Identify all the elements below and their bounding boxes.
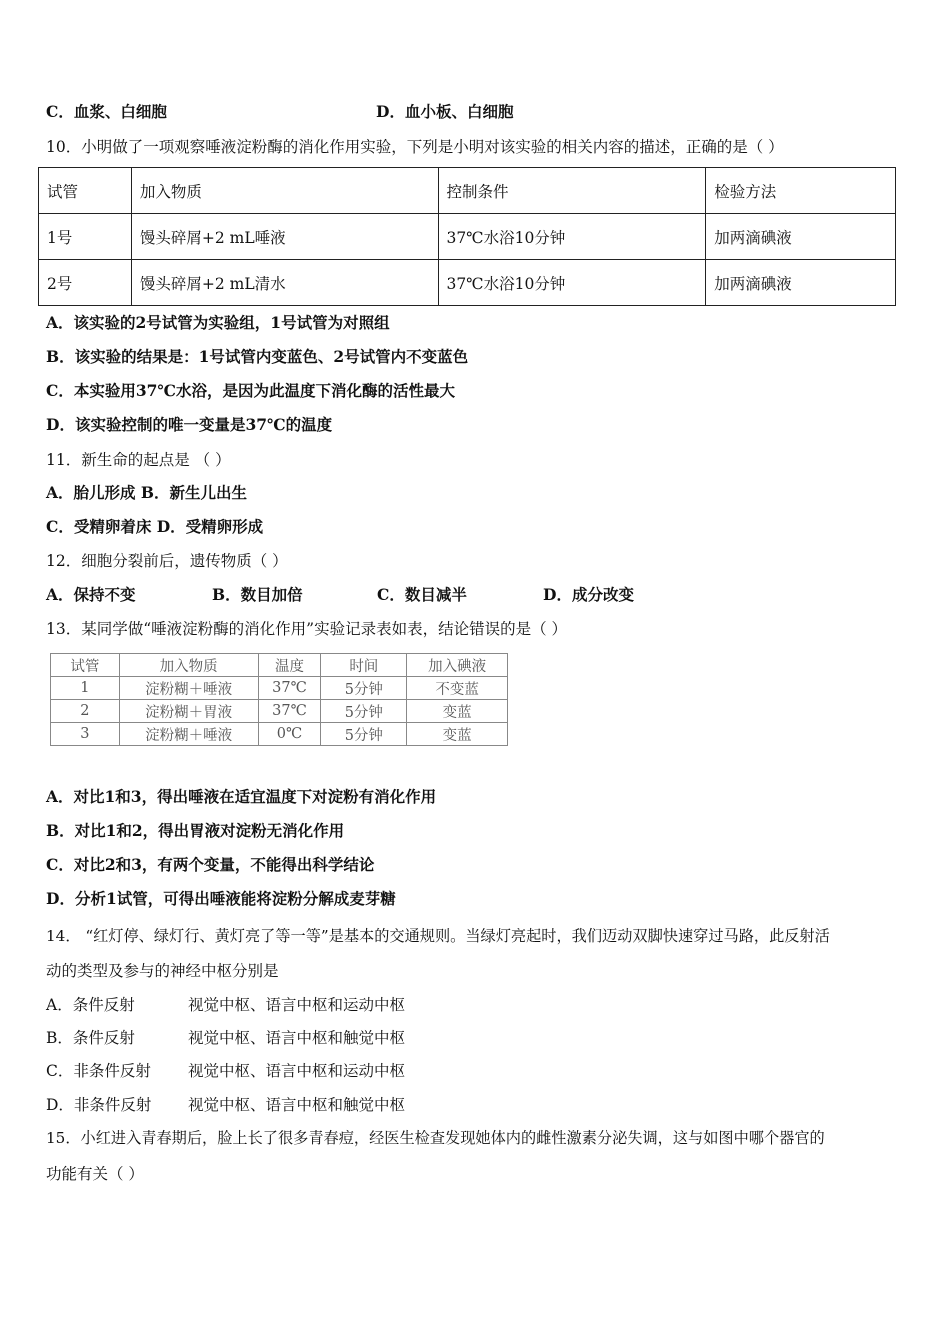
q15-stem-line2: 功能有关（ ） xyxy=(46,1165,144,1183)
q13-header-cell: 时间 xyxy=(321,654,407,677)
q12-option-a: A．保持不变 xyxy=(46,585,136,604)
q13-table-row xyxy=(51,723,508,746)
q14-option-d xyxy=(46,1095,406,1115)
q14-option-c-text: 视觉中枢、语言中枢和运动中枢 xyxy=(188,1062,406,1080)
q14-stem-line1: 14． “红灯停、绿灯行、黄灯亮了等一等”是基本的交通规则。当绿灯亮起时，我们迈动双脚快速穿过马路，此反射活 xyxy=(46,927,830,945)
q13-cell: 2 xyxy=(51,700,120,723)
q10-header-cell: 加入物质 xyxy=(131,168,438,214)
q10-cell: 馒头碎屑+2 mL唾液 xyxy=(131,214,438,260)
q13-cell: 37℃ xyxy=(258,677,321,700)
q10-option-d: D．该实验控制的唯一变量是37℃的温度 xyxy=(46,415,333,434)
q14-option-d-label: D．非条件反射 xyxy=(46,1096,152,1114)
q13-cell: 1 xyxy=(51,677,120,700)
q13-option-b: B．对比1和2，得出胃液对淀粉无消化作用 xyxy=(46,821,345,840)
q10-option-b: B．该实验的结果是：1号试管内变蓝色、2号试管内不变蓝色 xyxy=(46,347,469,366)
q10-cell: 2号 xyxy=(39,260,132,306)
q10-header-cell: 试管 xyxy=(39,168,132,214)
q13-cell: 3 xyxy=(51,723,120,746)
q13-cell: 37℃ xyxy=(258,700,321,723)
q9-option-d: D．血小板、白细胞 xyxy=(376,102,514,121)
q14-option-b-text: 视觉中枢、语言中枢和触觉中枢 xyxy=(188,1029,406,1047)
q11-options-line1: A．胎儿形成 B．新生儿出生 xyxy=(46,483,248,502)
q13-header-cell: 加入碘液 xyxy=(407,654,508,677)
q13-cell: 5分钟 xyxy=(321,723,407,746)
q10-header-cell: 检验方法 xyxy=(706,168,896,214)
q13-stem: 13．某同学做“唾液淀粉酶的消化作用”实验记录表如表，结论错误的是（ ） xyxy=(46,620,568,638)
q10-table-row xyxy=(39,214,896,260)
q11-options-line2: C．受精卵着床 D．受精卵形成 xyxy=(46,517,264,536)
q14-option-a xyxy=(46,995,406,1015)
q10-table-row xyxy=(39,260,896,306)
q14-option-d-text: 视觉中枢、语言中枢和触觉中枢 xyxy=(188,1096,406,1114)
q14-stem-line2: 动的类型及参与的神经中枢分别是 xyxy=(46,962,279,980)
q13-cell: 0℃ xyxy=(258,723,321,746)
q12-option-c: C．数目减半 xyxy=(377,585,467,604)
q13-header-cell: 加入物质 xyxy=(119,654,258,677)
q10-cell: 37℃水浴10分钟 xyxy=(438,214,706,260)
q13-cell: 5分钟 xyxy=(321,677,407,700)
q13-option-c: C．对比2和3，有两个变量，不能得出科学结论 xyxy=(46,855,375,874)
q10-option-c: C．本实验用37℃水浴，是因为此温度下消化酶的活性最大 xyxy=(46,381,455,400)
q10-stem: 10．小明做了一项观察唾液淀粉酶的消化作用实验，下列是小明对该实验的相关内容的描述，正确的是（ ） xyxy=(46,138,784,156)
q12-stem: 12．细胞分裂前后，遗传物质（ ） xyxy=(46,552,288,570)
q13-table xyxy=(50,653,508,746)
q13-cell: 不变蓝 xyxy=(407,677,508,700)
q10-option-a: A．该实验的2号试管为实验组，1号试管为对照组 xyxy=(46,313,390,332)
q10-table xyxy=(38,167,896,306)
q13-header-cell: 试管 xyxy=(51,654,120,677)
q10-header-cell: 控制条件 xyxy=(438,168,706,214)
q13-table-row xyxy=(51,677,508,700)
q10-table-header-row xyxy=(39,168,896,214)
q14-option-c-label: C．非条件反射 xyxy=(46,1062,151,1080)
q13-header-cell: 温度 xyxy=(258,654,321,677)
q12-option-d: D．成分改变 xyxy=(543,585,634,604)
q15-stem-line1: 15．小红进入青春期后，脸上长了很多青春痘，经医生检查发现她体内的雌性激素分泌失调，这与如图中哪个器官的 xyxy=(46,1129,825,1147)
q13-cell: 变蓝 xyxy=(407,700,508,723)
q13-cell: 变蓝 xyxy=(407,723,508,746)
q10-cell: 馒头碎屑+2 mL清水 xyxy=(131,260,438,306)
q10-cell: 加两滴碘液 xyxy=(706,214,896,260)
q13-table-row xyxy=(51,700,508,723)
q10-cell: 1号 xyxy=(39,214,132,260)
q14-option-b-label: B．条件反射 xyxy=(46,1029,135,1047)
q13-option-a: A．对比1和3，得出唾液在适宜温度下对淀粉有消化作用 xyxy=(46,787,437,806)
q9-options xyxy=(46,102,514,122)
q13-cell: 淀粉糊＋唾液 xyxy=(119,723,258,746)
q14-option-c xyxy=(46,1061,406,1081)
q13-option-d: D．分析1试管，可得出唾液能将淀粉分解成麦芽糖 xyxy=(46,889,396,908)
q13-table-header-row xyxy=(51,654,508,677)
q10-cell: 加两滴碘液 xyxy=(706,260,896,306)
q13-cell: 淀粉糊＋唾液 xyxy=(119,677,258,700)
q10-cell: 37℃水浴10分钟 xyxy=(438,260,706,306)
q13-cell: 淀粉糊＋胃液 xyxy=(119,700,258,723)
q14-option-a-label: A．条件反射 xyxy=(46,996,135,1014)
q12-option-b: B．数目加倍 xyxy=(212,585,303,604)
q14-option-a-text: 视觉中枢、语言中枢和运动中枢 xyxy=(188,996,406,1014)
q11-stem: 11．新生命的起点是 （ ） xyxy=(46,451,231,469)
q14-option-b xyxy=(46,1028,406,1048)
q13-cell: 5分钟 xyxy=(321,700,407,723)
q9-option-c: C．血浆、白细胞 xyxy=(46,102,167,121)
